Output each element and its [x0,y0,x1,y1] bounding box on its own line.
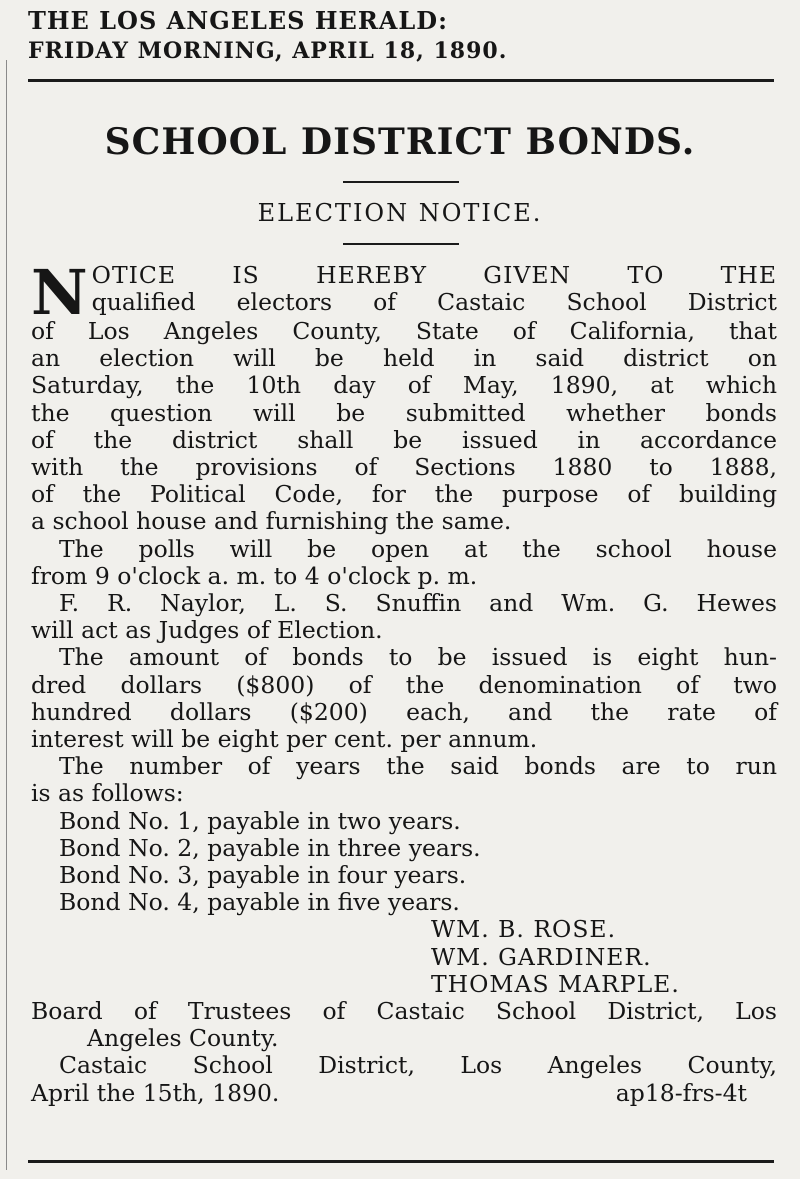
paragraph-line: the question will be submitted whether bonds [31,398,777,427]
publication-code: ap18-frs-4t [615,1078,747,1107]
subhead-divider [343,243,459,245]
paragraph-line: qualified electors of Castaic School District [91,288,777,317]
notice-date: April the 15th, 1890. [31,1078,280,1107]
closing-line: Castaic School District, Los Angeles County, [59,1051,777,1080]
paragraph-line: will act as Judges of Election. [31,616,383,645]
board-line: Angeles County. [87,1024,279,1053]
paragraph-line: an election will be held in said district on [31,344,777,373]
board-line: Board of Trustees of Castaic School District, Los [31,997,777,1026]
bond-item: Bond No. 2, payable in three years. [59,833,481,862]
issue-date: FRIDAY MORNING, APRIL 18, 1890. [28,38,508,64]
paragraph-line: F. R. Naylor, L. S. Snuffin and Wm. G. Hewes [59,589,777,618]
trustee-name: WM. GARDINER. [431,942,652,971]
paragraph-line: from 9 o'clock a. m. to 4 o'clock p. m. [31,561,478,590]
paragraph-line: hundred dollars ($200) each, and the rate of [31,697,777,726]
notice-body [31,262,777,1107]
paragraph-line: a school house and furnishing the same. [31,507,512,536]
masthead-rule [28,79,774,82]
bond-item: Bond No. 4, payable in five years. [59,888,460,917]
paragraph-line: with the provisions of Sections 1880 to 1888, [31,453,777,482]
paragraph-line: of the Political Code, for the purpose of building [31,480,777,509]
opening-paragraph [31,262,777,318]
paragraph-line: The polls will be open at the school house [59,534,777,563]
paragraph-line: The amount of bonds to be issued is eight hun- [59,643,777,672]
paragraph-line: of Los Angeles County, State of California, that [31,317,777,345]
trustee-signatures [31,916,777,998]
paragraph-line: of the district shall be issued in accordance [31,425,777,454]
subheadline: ELECTION NOTICE. [257,199,543,227]
headline: SCHOOL DISTRICT BONDS. [104,121,696,163]
masthead [28,6,507,66]
trustee-name: WM. B. ROSE. [431,915,617,944]
paragraph-line: OTICE IS HEREBY GIVEN TO THE [91,262,777,289]
closing-date-line [31,1080,777,1107]
paragraph-line: The number of years the said bonds are to run [59,752,777,781]
headline-divider [343,181,459,183]
footer-rule [28,1160,774,1163]
paragraph-line: dred dollars ($800) of the denomination of two [31,670,777,699]
paragraph-line: interest will be eight per cent. per annum. [31,725,538,754]
newspaper-name: THE LOS ANGELES HERALD: [28,6,448,35]
bond-item: Bond No. 1, payable in two years. [59,806,461,835]
paragraph-line: is as follows: [31,779,184,808]
bond-item: Bond No. 3, payable in four years. [59,861,467,890]
trustee-name: THOMAS MARPLE. [431,969,680,998]
paragraph-line: Saturday, the 10th day of May, 1890, at which [31,371,777,400]
drop-cap: N [31,262,88,318]
